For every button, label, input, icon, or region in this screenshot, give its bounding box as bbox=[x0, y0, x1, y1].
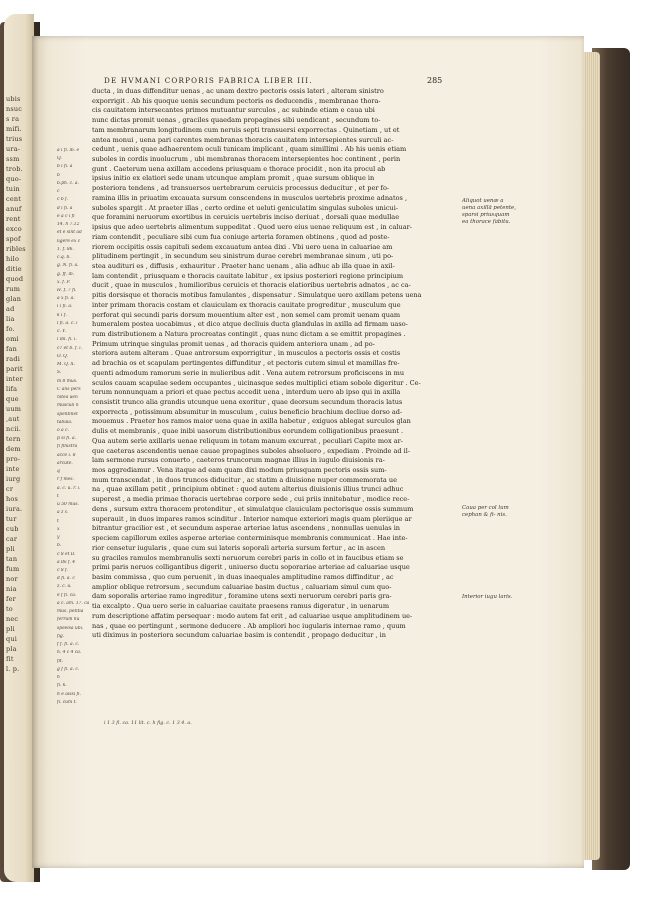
margin-note: b i fi. a bbox=[57, 164, 73, 170]
left-page-fragment: ad bbox=[6, 305, 15, 313]
left-page-fragment: to bbox=[6, 605, 13, 613]
text-line: suboles spargit . At praeter illas , certo ordine et ueluti geniculatim singulas suboles unicui- bbox=[92, 203, 399, 212]
left-page-fragment: glan bbox=[6, 295, 22, 303]
left-page-fragment: inte bbox=[6, 465, 20, 473]
margin-note: k i f. bbox=[57, 312, 67, 318]
left-page-fragment: hilo bbox=[6, 255, 20, 263]
left-page-fragment: inter bbox=[6, 375, 23, 383]
text-line: plitudinem pertingit , in secundum seu sinistrum durae cerebri membranae sinum , uti po- bbox=[92, 252, 394, 261]
margin-note: fi. k. bbox=[57, 683, 67, 689]
text-line: sculos cauam scapulae sedem occupantes , uicinasque sedes multiplici etiam sobole digeritur . Ce- bbox=[92, 378, 421, 387]
text-line: mos aggrediamur . Vena itaque ad eam quam dixi modum priusquam pectoris ossis sum- bbox=[92, 466, 387, 475]
margin-note: H. f. 7 fi. bbox=[57, 288, 77, 293]
text-line: rior censetur iugularis , quae cum sui lateris soporali arteria sursum fertur , ac in ascen bbox=[92, 543, 386, 552]
left-page-fragment: parit bbox=[6, 365, 23, 373]
left-page-fragment: tuin bbox=[6, 185, 20, 193]
text-line: exporrecta , potissimum absumitur in musculum , cuius beneficio brachium decliue dorso ad- bbox=[92, 407, 403, 416]
left-page-fragment: exco bbox=[6, 225, 22, 233]
margin-note: ligere ex c bbox=[57, 238, 81, 244]
margin-note: ferrum hu bbox=[57, 617, 80, 623]
text-line: Primum utrinque singulas promit uenas , ad thoracis quidem anteriora unam , ad po- bbox=[92, 339, 375, 348]
margin-note: fi. cum t. bbox=[57, 699, 77, 705]
main-text-block bbox=[92, 87, 425, 641]
margin-note: M. Q. X. bbox=[57, 362, 75, 368]
text-line: speciem capillorum exiles asperae arteriae conterminisque membranis communicat . Hae inte- bbox=[92, 534, 408, 543]
margin-note: b. bbox=[57, 543, 62, 549]
left-page-fragment: qui bbox=[6, 635, 18, 643]
left-page-fragment: trob. bbox=[6, 165, 23, 173]
left-page-fragment: uum bbox=[6, 405, 22, 413]
margin-note: S. bbox=[57, 370, 62, 376]
left-page-fragment: spof bbox=[6, 235, 21, 243]
left-page-fragment: hos bbox=[6, 495, 19, 503]
text-line: posteriora tendens , ad transuersos uertebrarum ceruicis processus deducitur , et per fo- bbox=[92, 184, 390, 193]
page-number: 285 bbox=[427, 76, 443, 85]
text-line: superest , a media primae thoracis uertebrae corpore sede , cui priis innitebatur , modice rece- bbox=[92, 495, 410, 504]
left-page-fragment: cent bbox=[6, 195, 22, 203]
left-page-fragment: tern bbox=[6, 435, 21, 443]
margin-note: musculi n bbox=[57, 403, 79, 409]
margin-note-caua: Caua per col lum cephan & fi- nis. bbox=[462, 505, 509, 518]
left-page-fragment: anuf bbox=[6, 205, 22, 213]
text-line: dens , sursum extra thoracem protenditur , et simulatque clauiculam pectorisque ossis summum bbox=[92, 504, 414, 513]
margin-note: m 8 mus. bbox=[57, 378, 78, 384]
margin-note: f f. fi. a. c. bbox=[57, 642, 80, 648]
margin-note: 1. f. 86. bbox=[57, 246, 74, 252]
margin-note: o a c. bbox=[57, 428, 69, 433]
margin-note: a z c. bbox=[57, 510, 69, 516]
text-line: lam sermone rursus conuerto , caeteros truncorum magnae illius in iugulo diuisionis ra- bbox=[92, 456, 385, 465]
left-page-fragment: ura- bbox=[6, 145, 21, 153]
margin-note: l fi. a. c. i bbox=[57, 320, 78, 326]
margin-note: c7 et b. f. i. bbox=[57, 345, 83, 351]
margin-note: t bbox=[57, 493, 59, 499]
text-line: primi paris neruos colligantibus digerit , uniuerso ductu soporariae arteriae ad caluariae usque bbox=[92, 563, 410, 572]
margin-note: e a c i fi bbox=[57, 213, 75, 219]
left-page-fragment: nor bbox=[6, 575, 18, 583]
margin-note: c 8 f. bbox=[57, 568, 68, 573]
margin-note: et e sint ad bbox=[57, 230, 82, 236]
left-page-fragment: pla bbox=[6, 645, 17, 653]
text-line: mouemus . Praeter hos ramos maior uena quae in axilla habetur , exiguos ablegat surculos glan bbox=[92, 417, 411, 426]
margin-note: c 8 et D. bbox=[57, 551, 76, 557]
margin-note: a x fi. a. bbox=[57, 296, 75, 302]
text-line: antea monui , uena pari carentes membranas thoracis cauitatem intersepientes surculi ac- bbox=[92, 135, 394, 144]
margin-note: h. 4 c 4 ca. bbox=[57, 650, 82, 656]
left-page bbox=[4, 14, 34, 882]
left-page-fragment: lia bbox=[6, 315, 15, 323]
margin-note: c bbox=[57, 189, 60, 195]
text-line: tia excalpto . Qua uero serie in caluariae cauitate praesens ramus digeratur , in uenarum bbox=[92, 602, 390, 611]
left-page-fragment: ubis bbox=[6, 95, 21, 103]
margin-note: 14. h 7.12 bbox=[57, 222, 80, 228]
left-page-fragment: omi bbox=[6, 335, 19, 343]
running-header: DE HVMANI CORPORIS FABRICA LIBER III. bbox=[104, 76, 313, 85]
text-line: amplior oblique retrorsum , secundum caluariae basim ductus , caluariam simul cum quo- bbox=[92, 582, 392, 591]
margin-note: Q. bbox=[57, 156, 62, 162]
left-page-fragment: pli bbox=[6, 625, 15, 633]
text-line: humeralem postea uocabimus , et dico atque decliuis ducta glandulas in axilla ad firmam uaso- bbox=[92, 320, 408, 329]
text-line: superauit , in duos impares ramos scinditur . Interior namque exteriori magis quam pleriique ar bbox=[92, 514, 412, 523]
footnote: i 1 3 fi. ca. 11 lit. c. h fig. c. 1 3 4. a. bbox=[104, 721, 192, 726]
text-line: ramina illis in priuatim excauata sursum conscendens in musculos uertebris proxime adnatos , bbox=[92, 193, 408, 202]
text-line: nunc dictas promit uenas , graciles quaedam propagines sibi uendicant , secundum to- bbox=[92, 116, 381, 125]
margin-note-interior-iugularis: Interior iugu laris. bbox=[462, 594, 513, 600]
margin-note: nitea uen bbox=[57, 395, 78, 401]
text-line: cedunt , uenis quae adhaerentem oculi tunicam implicant , quam simillimi . Ab his uenis etiam bbox=[92, 145, 407, 154]
text-line: ad brachia os et scapulam pertingentes diffunditur , et pectoris cutem simul et mamillas fre- bbox=[92, 359, 400, 368]
margin-note: a. c. u. r. i. bbox=[57, 485, 81, 491]
text-line: mum transcendat , in duos truncos diducitur , ac statim a diuisione nuper commemorata ue bbox=[92, 475, 397, 484]
margin-note: q bbox=[57, 469, 60, 475]
text-line: steriora autem alteram . Quae antrorsum exporrigitur , in musculos a pectoris ossis et costis bbox=[92, 349, 401, 358]
margin-note: h e aissi fi. bbox=[57, 691, 81, 697]
text-line: riorem occipitis ossis capituli sedem excauatum antea dixi . Vbi uero uena in caluariae am bbox=[92, 242, 393, 251]
left-page-fragment: quo- bbox=[6, 175, 22, 183]
text-line: dam soporalis arteriae ramo ingreditur , foramine utens sexti neruorum cerebri paris gra- bbox=[92, 592, 392, 601]
margin-note: spentinet bbox=[57, 411, 78, 417]
left-page-fragment: ssm bbox=[6, 155, 20, 163]
left-page-fragment: tur bbox=[6, 515, 17, 523]
margin-note: t bbox=[57, 518, 59, 524]
margin-note: p si fi. a. bbox=[57, 436, 76, 442]
text-line: tam membranarum longitudinem cum neruis septi transuersi exporrectas . Quinetiam , ut et bbox=[92, 125, 400, 134]
margin-note: d fi. a. c bbox=[57, 576, 75, 582]
margin-note: y bbox=[57, 535, 60, 541]
left-page-fragment: lifa bbox=[6, 385, 18, 393]
text-line: que foramini neruorum exortibus in ceruicis uertebris inciso deriuat , dorsali quae medullae bbox=[92, 213, 400, 222]
left-page-fragment: mifi. bbox=[6, 125, 22, 133]
left-page-fragment: pli bbox=[6, 545, 15, 553]
left-page-fragment: l. p. bbox=[6, 665, 20, 673]
text-line: na , quae axillam petit , principium obtinet : quod autem alterius diuisionis illius trunci adhuc bbox=[92, 485, 404, 494]
text-line: bitrantur gracilior est , et secundum asperae arteriae latus ascendens , nonnullas uenulas in bbox=[92, 524, 401, 533]
margin-note: acce i. 8 bbox=[57, 452, 76, 458]
text-line: stea audituri es , diffusis , exhauritur . Praeter hanc uenam , alia adhuc ab illa quae in axil- bbox=[92, 261, 395, 270]
text-line: suboles in cordis inuolucrum , ubi membranas thoracem intersepientes hoc continent , perin bbox=[92, 155, 401, 164]
left-page-fragment: rum bbox=[6, 285, 21, 293]
text-line: inter primam thoracis costam et clauiculam ex thoracis cauitate progreditur , musculum que bbox=[92, 300, 401, 309]
left-page-fragment: dem bbox=[6, 445, 21, 453]
margin-note: O. Q. bbox=[57, 353, 68, 359]
text-line: dulis et membranis , quae inibi uasorum distributionibus eorundem colligationibus praesunt . bbox=[92, 427, 404, 436]
text-line: gunt . Caeterum uena axillam accedens priusquam e thorace procidit , non ita procul ab bbox=[92, 164, 386, 173]
left-page-fragment: ,aut bbox=[6, 415, 20, 423]
left-page-fragment: rent bbox=[6, 215, 21, 223]
margin-note: x bbox=[57, 526, 60, 532]
left-page-fragment: ncii. bbox=[6, 425, 22, 433]
margin-note: b bbox=[57, 172, 60, 178]
text-line: ipsius que adeo uertebris alimentum suppeditat . Quod uero eius uenae reliquum est , in caluar- bbox=[92, 223, 412, 232]
margin-note: g. N. fi. a. bbox=[57, 263, 79, 269]
left-page-fragment: s ra bbox=[6, 115, 20, 123]
margin-note: fi finistra bbox=[57, 444, 78, 450]
text-line: cis cauitatem intersecantes primos mutuantur surculos , ac subinde etiam e caua ubi bbox=[92, 106, 375, 115]
margin-note: b.ph. c. a. bbox=[57, 180, 79, 186]
margin-note: z. c. u. bbox=[57, 584, 72, 590]
margin-note: d i fi. a bbox=[57, 205, 73, 211]
text-line: su graciles ramulos membranulis sexti neruorum cerebri paris in collo et in faucibus etiam se bbox=[92, 553, 404, 562]
margin-note-veins-axilla: Aliquot uenæ a uena axillā petente, sparsi priusquam ea thorace fabitu. bbox=[462, 198, 516, 225]
margin-note: c b f. bbox=[57, 197, 68, 203]
text-line: ducta , in duas diffenditur uenas , ac unam dextro pectoris ossis lateri , alteram sinistro bbox=[92, 87, 384, 95]
margin-note: c.q. b. bbox=[57, 255, 71, 261]
margin-note: u 50 mus. bbox=[57, 502, 79, 508]
left-page-fragment: trius bbox=[6, 135, 23, 143]
margin-note: a c. am. 17. ca bbox=[57, 600, 90, 606]
text-line: exporrigit . Ab his quoque uenis secundum pectoris os deducendis , membranae thora- bbox=[92, 96, 381, 105]
left-page-fragment: pro- bbox=[6, 455, 21, 463]
text-line: perforat qui secundi paris dorsum mouentium alter est , non semel cam promit uenam quam bbox=[92, 310, 401, 319]
left-page-fragment: quod bbox=[6, 275, 24, 283]
margin-note: mus. petitia bbox=[57, 609, 84, 615]
left-page-text bbox=[6, 94, 32, 674]
text-line: ipsius initio ex elatiori sede unam utcunque amplam promit , quae sursum oblique in bbox=[92, 174, 375, 183]
margin-note: e f fi. ca. bbox=[57, 592, 77, 598]
left-page-fragment: nsuc bbox=[6, 105, 23, 113]
margin-note: i ibi. fi. i. bbox=[57, 337, 77, 343]
left-page-fragment: cr bbox=[6, 485, 14, 493]
text-line: consistit trunco alia grandis utcunque uena exoritur , quae deorsum secundum thoracis latus bbox=[92, 398, 403, 406]
text-line: ducit , quae in musculos , humilioribus ceruicis et thoracis elatioribus uertebris adnatos , ac ca- bbox=[92, 281, 411, 290]
margin-note: x. f. P. bbox=[57, 279, 70, 285]
left-page-fragment: fan bbox=[6, 345, 18, 353]
text-line: riam contendit , peculiare sibi cum fua coniuge arteria foramen obtinens , quod ad poste- bbox=[92, 232, 390, 241]
margin-note: a lbi f. 4 bbox=[57, 559, 76, 565]
left-page-fragment: fit bbox=[6, 655, 14, 663]
margin-note: g f fi. a. c. bbox=[57, 666, 80, 672]
margin-note: r f mes. bbox=[57, 477, 74, 483]
text-line: lam contendit , priusquam e thoracis cauitate labitur , ex ipsius posteriori regione principium bbox=[92, 271, 404, 280]
left-page-fragment: cub bbox=[6, 525, 19, 533]
text-line: pitis dorsisque et thoracis motibus famulantes , dispensatur . Simulatque uero axillam petens uena bbox=[92, 291, 422, 300]
text-line: terum nonnunquam a priori et quae pectus accedit uena , interdum uero ab ipso qui in axilla bbox=[92, 388, 401, 397]
left-page-fragment: nec bbox=[6, 615, 19, 623]
text-line: uti diximus in posteriora secundum caluariae basim is contendit , propago deducitur , in bbox=[92, 631, 386, 640]
margin-note: i i fi. a. bbox=[57, 304, 73, 310]
margin-note: a i fi. ib. e bbox=[57, 148, 80, 153]
margin-note: speelsa ubi. bbox=[57, 625, 84, 631]
left-page-fragment: ditie bbox=[6, 265, 22, 273]
margin-note: fit. bbox=[57, 658, 64, 664]
left-page-fragment: que bbox=[6, 395, 19, 403]
left-page-fragment: nia bbox=[6, 585, 17, 593]
text-line: nas , quae eo pertingunt , sermone deducere . Ab ampliori hoc iugularis internae ramo , quum bbox=[92, 621, 406, 630]
left-page-fragment: fo. bbox=[6, 325, 15, 333]
text-line: Qua autem serie axillaris uenae reliquum in totam manum excurrat , peculiari Capite mox ar- bbox=[92, 436, 404, 445]
left-page-fragment: fum bbox=[6, 565, 20, 573]
margin-note: g. ff. ib. bbox=[57, 271, 75, 277]
text-line: rum descriptione affatim persequar : modo autem fat erit , ad caluariae usque amplitudinem ue- bbox=[92, 611, 413, 620]
left-page-fragment: iura. bbox=[6, 505, 23, 513]
left-page-fragment: car bbox=[6, 535, 18, 543]
margin-note: tabula. bbox=[57, 419, 73, 425]
text-line: que caeteras ascendentis uenae cauae propagines suboles absoluero , expediam . Proinde ad il- bbox=[92, 446, 411, 455]
text-line: basim commissa , quo cum peruenit , in duas inaequales amplitudine ramos diffinditur , ac bbox=[92, 572, 394, 581]
margin-note: arcute. bbox=[57, 460, 73, 466]
left-page-fragment: fer bbox=[6, 595, 16, 603]
text-line: rum distributionem a Natura procreatas contingit , quas nunc dictam a se emittit propagines . bbox=[92, 329, 406, 338]
left-page-fragment: iurg bbox=[6, 475, 21, 483]
left-page-fragment: tan bbox=[6, 555, 18, 563]
margin-note: C ans pers bbox=[57, 386, 81, 392]
margin-note: fig. bbox=[57, 633, 65, 639]
left-page-fragment: radi bbox=[6, 355, 21, 363]
text-line: quenti admodum ramorum serie in mulieribus adit . Vena autem retrorsum proficiscens in mu bbox=[92, 368, 405, 377]
margin-note: h bbox=[57, 675, 60, 681]
margin-note: c. Y. bbox=[57, 329, 66, 335]
left-page-fragment: ribles bbox=[6, 245, 26, 253]
